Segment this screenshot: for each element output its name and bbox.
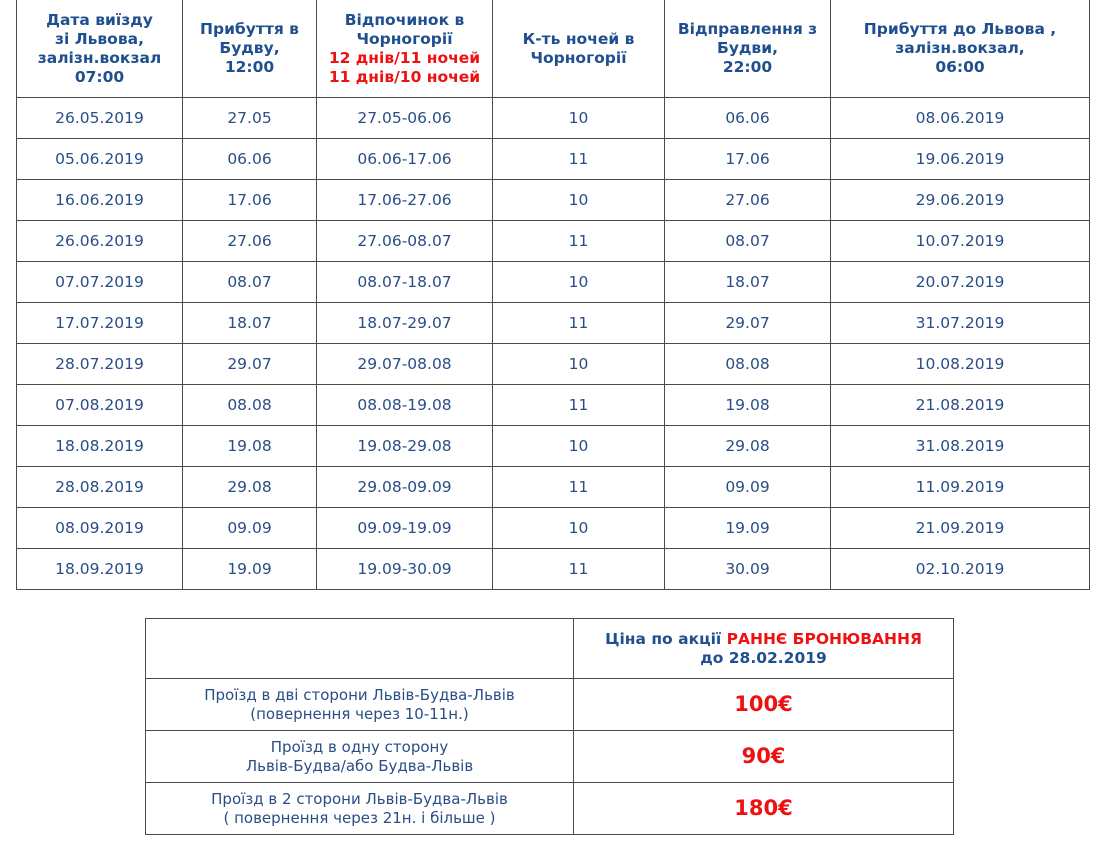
table-cell: 29.07 <box>183 344 317 385</box>
route-description-cell <box>146 731 574 783</box>
header-text-line: К-ть ночей в <box>522 29 635 48</box>
table-cell: 27.05-06.06 <box>317 98 493 139</box>
table-cell: 18.08.2019 <box>17 426 183 467</box>
table-cell: 19.09 <box>183 549 317 590</box>
price-value: 180€ <box>574 783 954 835</box>
table-row <box>17 467 1090 508</box>
table-cell: 19.09-30.09 <box>317 549 493 590</box>
table-cell: 16.06.2019 <box>17 180 183 221</box>
schedule-header-row <box>17 0 1090 98</box>
table-cell: 09.09 <box>183 508 317 549</box>
header-text-line: Будви, <box>717 39 778 57</box>
route-description-cell <box>146 783 574 835</box>
price-header-empty-cell <box>146 619 574 679</box>
route-description-cell <box>146 679 574 731</box>
table-cell: 21.08.2019 <box>831 385 1090 426</box>
schedule-header-cell <box>17 0 183 98</box>
table-cell: 11 <box>493 139 665 180</box>
table-cell: 10 <box>493 426 665 467</box>
table-cell: 18.07-29.07 <box>317 303 493 344</box>
table-cell: 18.07 <box>183 303 317 344</box>
table-cell: 11 <box>493 385 665 426</box>
table-cell: 21.09.2019 <box>831 508 1090 549</box>
price-body <box>146 679 954 835</box>
table-row <box>17 385 1090 426</box>
table-cell: 28.07.2019 <box>17 344 183 385</box>
table-cell: 27.06-08.07 <box>317 221 493 262</box>
table-cell: 09.09-19.09 <box>317 508 493 549</box>
table-cell: 11 <box>493 467 665 508</box>
table-cell: 10 <box>493 180 665 221</box>
table-cell: 11 <box>493 549 665 590</box>
table-cell: 26.05.2019 <box>17 98 183 139</box>
schedule-body <box>17 98 1090 590</box>
table-cell: 10 <box>493 262 665 303</box>
table-row <box>17 180 1090 221</box>
table-cell: 29.08 <box>183 467 317 508</box>
table-cell: 10.08.2019 <box>831 344 1090 385</box>
stay-duration-label: 11 днів/10 ночей <box>328 67 481 86</box>
route-description-line: Проїзд в одну сторону <box>270 737 449 756</box>
schedule-header-cell <box>665 0 831 98</box>
table-row <box>17 426 1090 467</box>
table-cell: 17.06 <box>665 139 831 180</box>
table-cell: 07.08.2019 <box>17 385 183 426</box>
table-cell: 08.08-19.08 <box>317 385 493 426</box>
price-row <box>146 731 954 783</box>
price-header-row <box>146 619 954 679</box>
table-cell: 02.10.2019 <box>831 549 1090 590</box>
header-text-line: Відправлення з <box>677 20 818 38</box>
header-text-line: Дата виїзду <box>46 10 153 29</box>
table-cell: 29.08-09.09 <box>317 467 493 508</box>
header-text-line: 07:00 <box>74 67 125 86</box>
header-text-line: Чорногорії <box>530 48 627 67</box>
header-text-line: Прибуття до Львова , <box>863 20 1057 38</box>
table-cell: 28.08.2019 <box>17 467 183 508</box>
table-cell: 19.09 <box>665 508 831 549</box>
table-cell: 29.07 <box>665 303 831 344</box>
table-cell: 11 <box>493 221 665 262</box>
header-text-line: залізн.вокзал, <box>895 39 1025 57</box>
table-cell: 11 <box>493 303 665 344</box>
header-text-line: 06:00 <box>935 58 985 76</box>
table-cell: 06.06-17.06 <box>317 139 493 180</box>
table-cell: 27.06 <box>183 221 317 262</box>
table-cell: 18.07 <box>665 262 831 303</box>
table-cell: 10 <box>493 98 665 139</box>
table-row <box>17 344 1090 385</box>
table-cell: 10.07.2019 <box>831 221 1090 262</box>
table-cell: 18.09.2019 <box>17 549 183 590</box>
table-cell: 08.06.2019 <box>831 98 1090 139</box>
route-description-line: Львів-Будва/або Будва-Львів <box>245 756 474 775</box>
table-cell: 26.06.2019 <box>17 221 183 262</box>
table-cell: 29.07-08.08 <box>317 344 493 385</box>
table-cell: 09.09 <box>665 467 831 508</box>
table-cell: 31.07.2019 <box>831 303 1090 344</box>
table-cell: 29.06.2019 <box>831 180 1090 221</box>
table-cell: 08.09.2019 <box>17 508 183 549</box>
price-row <box>146 679 954 731</box>
route-description-line: Проїзд в дві сторони Львів-Будва-Львів <box>204 685 515 704</box>
route-description-line: ( повернення через 21н. і більше ) <box>223 808 496 827</box>
table-cell: 29.08 <box>665 426 831 467</box>
schedule-header-cell <box>183 0 317 98</box>
table-cell: 08.07-18.07 <box>317 262 493 303</box>
table-cell: 17.06-27.06 <box>317 180 493 221</box>
table-cell: 10 <box>493 508 665 549</box>
table-row <box>17 221 1090 262</box>
table-cell: 08.07 <box>183 262 317 303</box>
table-row <box>17 303 1090 344</box>
header-text-line: зі Львова, <box>54 29 144 48</box>
price-deadline: до 28.02.2019 <box>700 648 827 667</box>
table-row <box>17 139 1090 180</box>
table-cell: 07.07.2019 <box>17 262 183 303</box>
table-cell: 06.06 <box>665 98 831 139</box>
trip-schedule-table <box>16 0 1090 590</box>
table-cell: 05.06.2019 <box>17 139 183 180</box>
table-row <box>17 262 1090 303</box>
route-description-line: Проїзд в 2 сторони Львів-Будва-Львів <box>211 789 508 808</box>
table-row <box>17 508 1090 549</box>
table-cell: 27.06 <box>665 180 831 221</box>
table-cell: 08.08 <box>183 385 317 426</box>
table-cell: 11.09.2019 <box>831 467 1090 508</box>
table-cell: 19.08 <box>665 385 831 426</box>
table-cell: 08.08 <box>665 344 831 385</box>
header-text-line: Прибуття в <box>200 20 299 38</box>
price-header-cell <box>574 619 954 679</box>
table-row <box>17 98 1090 139</box>
table-cell: 06.06 <box>183 139 317 180</box>
header-text-line: Відпочинок в <box>344 10 465 29</box>
price-header-prefix: Ціна по акції <box>605 629 727 648</box>
table-cell: 10 <box>493 344 665 385</box>
schedule-header-cell <box>317 0 493 98</box>
table-cell: 19.06.2019 <box>831 139 1090 180</box>
schedule-header-cell <box>831 0 1090 98</box>
early-booking-label: РАННЄ БРОНЮВАННЯ <box>726 629 922 648</box>
price-row <box>146 783 954 835</box>
table-cell: 31.08.2019 <box>831 426 1090 467</box>
table-cell: 30.09 <box>665 549 831 590</box>
table-cell: 19.08 <box>183 426 317 467</box>
route-description-line: (повернення через 10-11н.) <box>250 704 469 723</box>
schedule-header-cell <box>493 0 665 98</box>
table-cell: 19.08-29.08 <box>317 426 493 467</box>
table-cell: 17.07.2019 <box>17 303 183 344</box>
stay-duration-label: 12 днів/11 ночей <box>328 48 481 67</box>
header-text-line: Будву, <box>219 39 280 57</box>
price-table <box>145 618 954 835</box>
header-text-line: 12:00 <box>224 58 275 76</box>
table-cell: 08.07 <box>665 221 831 262</box>
header-text-line: залізн.вокзал <box>37 48 162 67</box>
header-text-line: 22:00 <box>722 58 773 76</box>
table-cell: 27.05 <box>183 98 317 139</box>
table-cell: 17.06 <box>183 180 317 221</box>
price-value: 100€ <box>574 679 954 731</box>
header-text-line: Чорногорії <box>356 29 453 48</box>
table-row <box>17 549 1090 590</box>
table-cell: 20.07.2019 <box>831 262 1090 303</box>
price-value: 90€ <box>574 731 954 783</box>
